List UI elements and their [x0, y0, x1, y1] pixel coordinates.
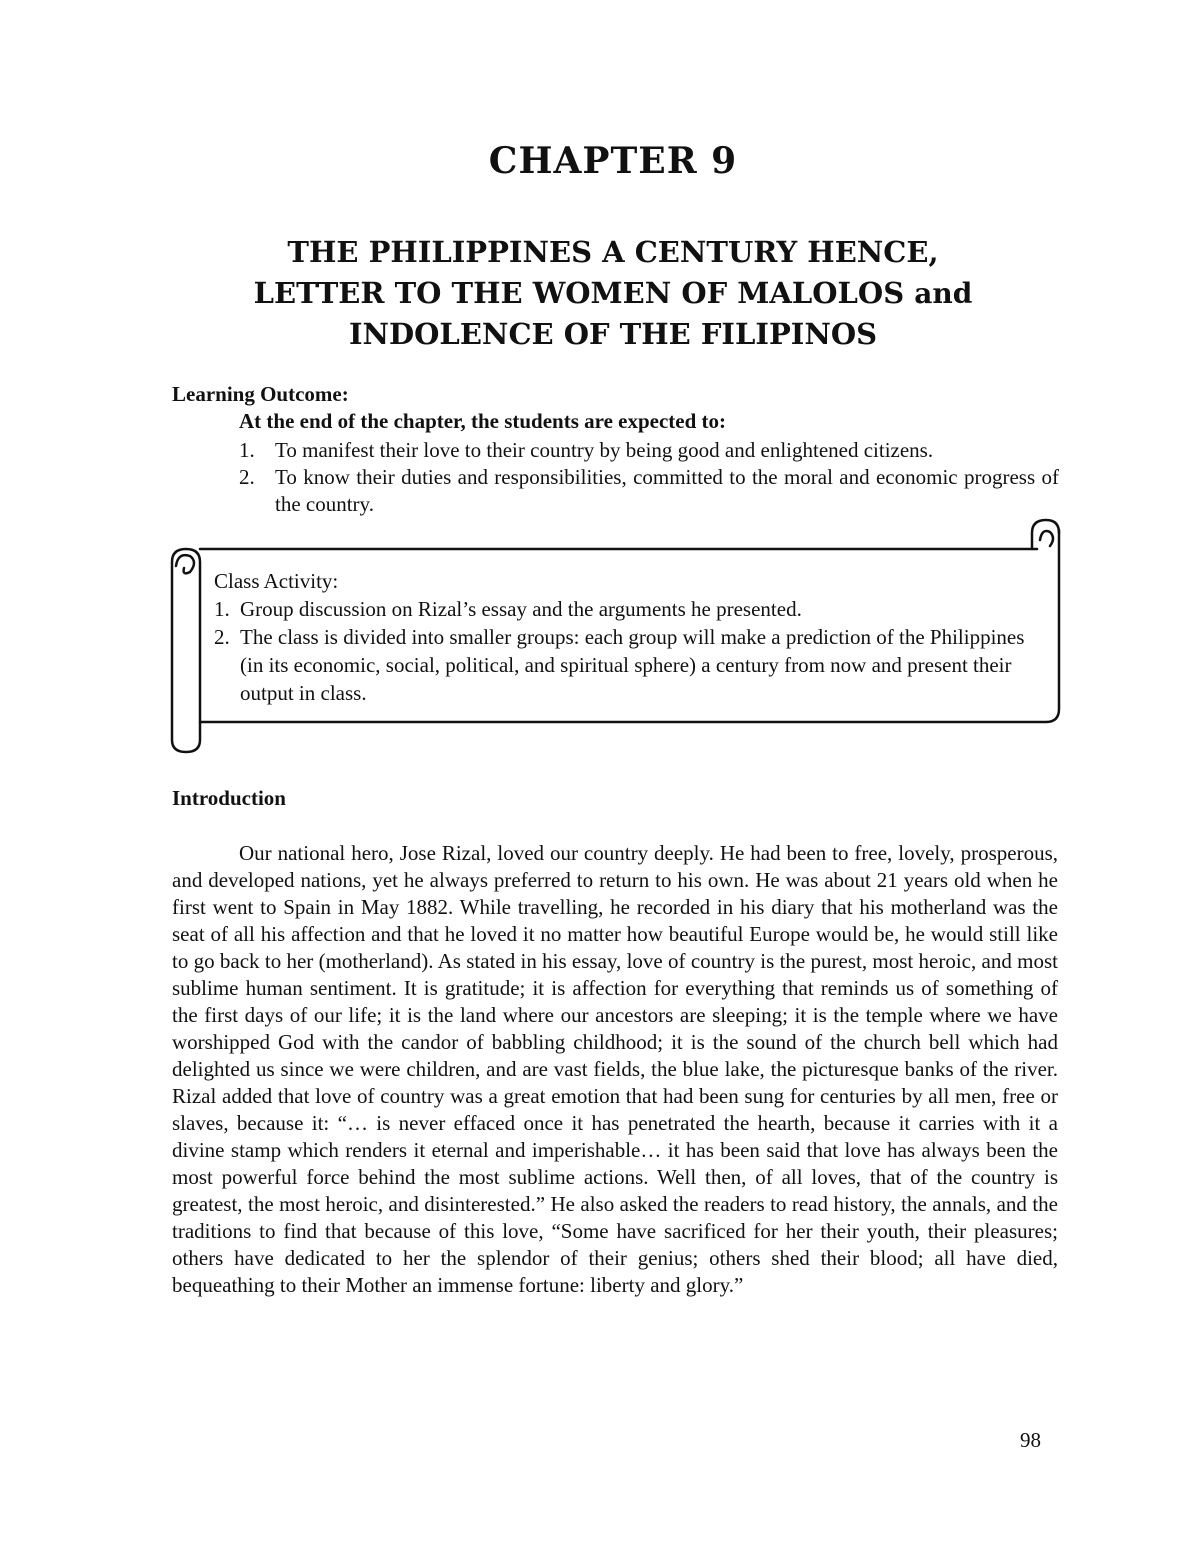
title-line-3: INDOLENCE OF THE FILIPINOS — [348, 317, 878, 351]
list-item-text: The class is divided into smaller groups: each group will make a prediction of the Philippines (in its economic, social, political, and spiritual sphere) a century from now and present their output in class. — [240, 625, 1025, 705]
list-item-number: 2. — [239, 465, 255, 489]
list-item-text: To know their duties and responsibilities, committed to the moral and economic progress of the country. — [275, 465, 1059, 516]
title-line-1: THE PHILIPPINES A CENTURY HENCE, — [287, 235, 939, 269]
chapter-heading: CHAPTER 9 — [488, 140, 738, 182]
list-item-text: To manifest their love to their country by being good and enlightened citizens. — [275, 438, 934, 462]
list-item — [214, 595, 1034, 623]
list-item-text: Group discussion on Rizal’s essay and the arguments he presented. — [240, 597, 802, 621]
learning-outcome-label: Learning Outcome: — [172, 382, 349, 406]
page-number: 98 — [1020, 1428, 1041, 1452]
list-item-number: 1. — [239, 438, 255, 462]
list-item-number: 2. — [214, 625, 230, 649]
introduction-heading: Introduction — [172, 786, 286, 810]
title-line-2-suffix: and — [914, 277, 973, 310]
learning-outcome-intro: At the end of the chapter, the students are expected to: — [239, 409, 727, 433]
introduction-paragraph: Our national hero, Jose Rizal, loved our country deeply. He had been to free, lovely, prosperous, and developed nations, yet he always preferred to return to his own. He was about 21 years old when he first went to Spain in May 1882. While travelling, he recorded in his diary that his motherland was the seat of all his affection and that he loved it no matter how beautiful Europe would be, he would still like to go back to her (motherland). As stated in his essay, love of country is the purest, most heroic, and most sublime human sentiment. It is gratitude; it is affection for everything that reminds us of something of the first days of our life; it is the land where our ancestors are sleeping; it is the temple where we have worshipped God with the candor of babbling childhood; it is the sound of the church bell which had delighted us since we were children, and are vast fields, the blue lake, the picturesque banks of the river. Rizal added that love of country was a great emotion that had been sung for centuries by all men, free or slaves, because it: “… is never effaced once it has penetrated the hearth, because it carries with it a divine stamp which renders it eternal and imperishable… it has been said that love has always been the most powerful force behind the most sublime actions. Well then, of all loves, that of the country is greatest, the most heroic, and disinterested.” He also asked the readers to read history, the annals, and the traditions to find that because of this love, “Some have sacrificed for her their youth, their pleasures; others have dedicated to her the splendor of their genius; others shed their blood; all have died, bequeathing to their Mother an immense fortune: liberty and glory.” — [172, 841, 1058, 1297]
class-activity — [214, 567, 1034, 707]
class-activity-label: Class Activity: — [214, 569, 339, 593]
list-item — [214, 623, 1034, 707]
title-line-2-main: LETTER TO THE WOMEN OF MALOLOS — [253, 276, 905, 310]
list-item-number: 1. — [214, 597, 230, 621]
